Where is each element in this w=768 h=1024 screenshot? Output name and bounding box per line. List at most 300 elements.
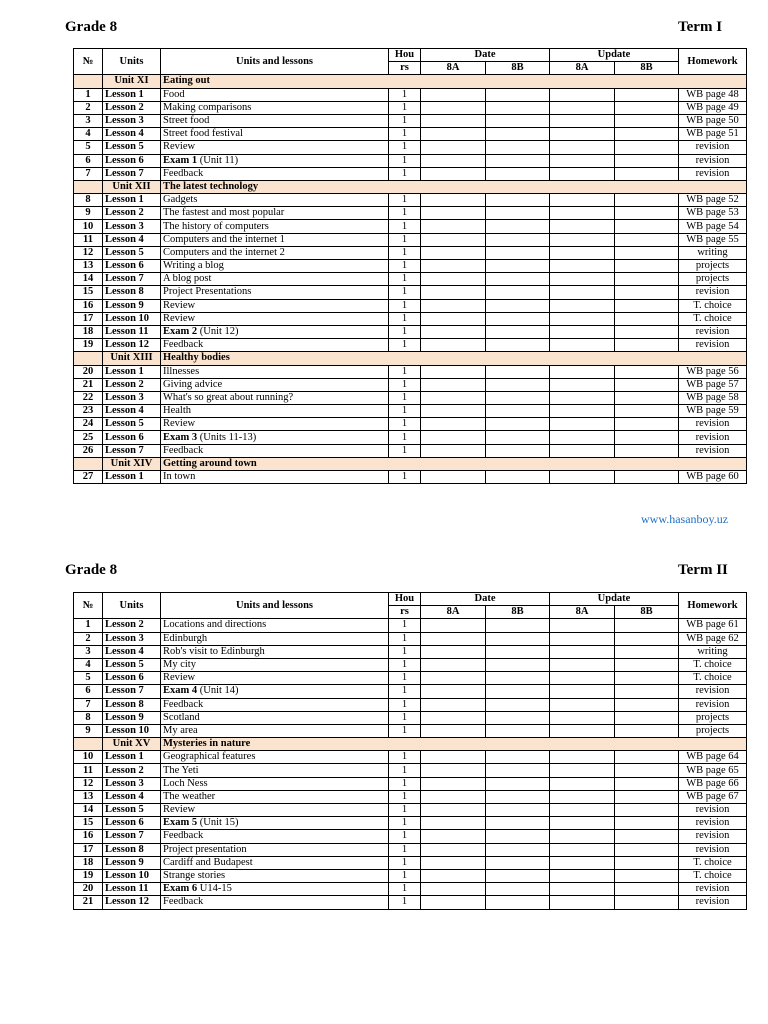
unit-label: Unit XIII: [103, 352, 161, 365]
website-link[interactable]: www.hasanboy.uz: [641, 512, 729, 526]
header-hours-1: Hou: [389, 49, 421, 62]
date-8b-cell[interactable]: [486, 804, 550, 817]
lesson-row: [74, 444, 747, 457]
update-8a-cell[interactable]: [550, 658, 615, 671]
date-8a-cell[interactable]: [421, 685, 486, 698]
date-8a-cell[interactable]: [421, 378, 486, 391]
update-8a-cell[interactable]: [550, 645, 615, 658]
homework-cell: projects: [679, 260, 747, 273]
lesson-row: [74, 869, 747, 882]
update-8a-cell[interactable]: [550, 431, 615, 444]
update-8b-cell[interactable]: [615, 698, 679, 711]
homework-cell: revision: [679, 817, 747, 830]
homework-cell: T. choice: [679, 856, 747, 869]
update-8a-cell[interactable]: [550, 233, 615, 246]
update-8b-cell[interactable]: [615, 365, 679, 378]
lesson-title: Edinburgh: [161, 632, 389, 645]
update-8b-cell[interactable]: [615, 220, 679, 233]
update-8a-cell[interactable]: [550, 444, 615, 457]
update-8b-cell[interactable]: [615, 830, 679, 843]
lesson-row: [74, 790, 747, 803]
date-8b-cell[interactable]: [486, 431, 550, 444]
header-lessons: Units and lessons: [161, 593, 389, 619]
homework-cell: WB page 51: [679, 128, 747, 141]
update-8a-cell[interactable]: [550, 698, 615, 711]
hours-cell: 1: [389, 843, 421, 856]
update-8a-cell[interactable]: [550, 724, 615, 737]
update-8b-cell[interactable]: [615, 233, 679, 246]
date-8b-cell[interactable]: [486, 724, 550, 737]
update-8b-cell[interactable]: [615, 817, 679, 830]
lesson-title: Locations and directions: [161, 619, 389, 632]
update-8a-cell[interactable]: [550, 128, 615, 141]
date-8b-cell[interactable]: [486, 883, 550, 896]
date-8a-cell[interactable]: [421, 405, 486, 418]
update-8b-cell[interactable]: [615, 790, 679, 803]
unit-title: Healthy bodies: [161, 352, 747, 365]
exam-label: Exam 2: [163, 326, 198, 338]
lesson-row: [74, 114, 747, 127]
unit-blank-cell: [74, 180, 103, 193]
update-8b-cell[interactable]: [615, 685, 679, 698]
lesson-label: Lesson 3: [103, 632, 161, 645]
date-8a-cell[interactable]: [421, 804, 486, 817]
update-8b-cell[interactable]: [615, 431, 679, 444]
date-8b-cell[interactable]: [486, 405, 550, 418]
date-8a-cell[interactable]: [421, 391, 486, 404]
update-8b-cell[interactable]: [615, 154, 679, 167]
lesson-title: [161, 817, 389, 830]
date-8b-cell[interactable]: [486, 645, 550, 658]
update-8a-cell[interactable]: [550, 751, 615, 764]
hours-cell: 1: [389, 632, 421, 645]
update-8a-cell[interactable]: [550, 167, 615, 180]
update-8a-cell[interactable]: [550, 378, 615, 391]
date-8b-cell[interactable]: [486, 365, 550, 378]
date-8b-cell[interactable]: [486, 167, 550, 180]
update-8b-cell[interactable]: [615, 711, 679, 724]
lesson-row: [74, 128, 747, 141]
date-8b-cell[interactable]: [486, 207, 550, 220]
date-8a-cell[interactable]: [421, 843, 486, 856]
row-number: 12: [74, 777, 103, 790]
header-update: Update: [550, 593, 679, 606]
lesson-title: Writing a blog: [161, 260, 389, 273]
lesson-label: Lesson 12: [103, 339, 161, 352]
date-8a-cell[interactable]: [421, 764, 486, 777]
date-8b-cell[interactable]: [486, 339, 550, 352]
lesson-title: Street food: [161, 114, 389, 127]
lesson-title: Review: [161, 804, 389, 817]
update-8a-cell[interactable]: [550, 114, 615, 127]
lesson-label: Lesson 2: [103, 101, 161, 114]
update-8b-cell[interactable]: [615, 128, 679, 141]
update-8a-cell[interactable]: [550, 405, 615, 418]
update-8a-cell[interactable]: [550, 843, 615, 856]
lesson-row: [74, 312, 747, 325]
header-date-8a: 8A: [421, 606, 486, 619]
update-8b-cell[interactable]: [615, 869, 679, 882]
update-8a-cell[interactable]: [550, 207, 615, 220]
date-8b-cell[interactable]: [486, 246, 550, 259]
lesson-label: Lesson 1: [103, 365, 161, 378]
update-8b-cell[interactable]: [615, 141, 679, 154]
update-8b-cell[interactable]: [615, 751, 679, 764]
row-number: 6: [74, 154, 103, 167]
update-8a-cell[interactable]: [550, 619, 615, 632]
update-8b-cell[interactable]: [615, 672, 679, 685]
update-8a-cell[interactable]: [550, 672, 615, 685]
lesson-row: [74, 141, 747, 154]
hours-cell: 1: [389, 883, 421, 896]
homework-cell: WB page 64: [679, 751, 747, 764]
update-8b-cell[interactable]: [615, 619, 679, 632]
date-8a-cell[interactable]: [421, 896, 486, 909]
update-8b-cell[interactable]: [615, 843, 679, 856]
date-8b-cell[interactable]: [486, 751, 550, 764]
update-8b-cell[interactable]: [615, 804, 679, 817]
date-8b-cell[interactable]: [486, 444, 550, 457]
header-update-8b: 8B: [615, 606, 679, 619]
date-8b-cell[interactable]: [486, 843, 550, 856]
update-8b-cell[interactable]: [615, 883, 679, 896]
date-8a-cell[interactable]: [421, 141, 486, 154]
update-8b-cell[interactable]: [615, 856, 679, 869]
date-8b-cell[interactable]: [486, 672, 550, 685]
homework-cell: revision: [679, 804, 747, 817]
row-number: 21: [74, 896, 103, 909]
date-8b-cell[interactable]: [486, 632, 550, 645]
lesson-label: Lesson 2: [103, 764, 161, 777]
date-8a-cell[interactable]: [421, 233, 486, 246]
date-8b-cell[interactable]: [486, 856, 550, 869]
date-8b-cell[interactable]: [486, 764, 550, 777]
lesson-title: Loch Ness: [161, 777, 389, 790]
update-8a-cell[interactable]: [550, 883, 615, 896]
date-8a-cell[interactable]: [421, 632, 486, 645]
homework-cell: revision: [679, 431, 747, 444]
date-8b-cell[interactable]: [486, 685, 550, 698]
hours-cell: 1: [389, 154, 421, 167]
row-number: 3: [74, 645, 103, 658]
date-8a-cell[interactable]: [421, 672, 486, 685]
date-8b-cell[interactable]: [486, 790, 550, 803]
update-8b-cell[interactable]: [615, 246, 679, 259]
homework-cell: revision: [679, 896, 747, 909]
date-8b-cell[interactable]: [486, 260, 550, 273]
date-8a-cell[interactable]: [421, 88, 486, 101]
homework-cell: WB page 55: [679, 233, 747, 246]
date-8a-cell[interactable]: [421, 260, 486, 273]
date-8a-cell[interactable]: [421, 207, 486, 220]
date-8b-cell[interactable]: [486, 325, 550, 338]
homework-cell: T. choice: [679, 658, 747, 671]
update-8a-cell[interactable]: [550, 101, 615, 114]
date-8b-cell[interactable]: [486, 114, 550, 127]
lesson-label: Lesson 7: [103, 444, 161, 457]
update-8a-cell[interactable]: [550, 418, 615, 431]
row-number: 6: [74, 685, 103, 698]
update-8a-cell[interactable]: [550, 869, 615, 882]
update-8b-cell[interactable]: [615, 325, 679, 338]
row-number: 1: [74, 619, 103, 632]
update-8a-cell[interactable]: [550, 856, 615, 869]
update-8a-cell[interactable]: [550, 632, 615, 645]
update-8b-cell[interactable]: [615, 101, 679, 114]
date-8b-cell[interactable]: [486, 711, 550, 724]
update-8a-cell[interactable]: [550, 764, 615, 777]
lesson-label: Lesson 9: [103, 711, 161, 724]
lesson-row: [74, 896, 747, 909]
row-number: 18: [74, 856, 103, 869]
date-8b-cell[interactable]: [486, 312, 550, 325]
date-8a-cell[interactable]: [421, 101, 486, 114]
date-8b-cell[interactable]: [486, 869, 550, 882]
date-8a-cell[interactable]: [421, 724, 486, 737]
lesson-label: Lesson 5: [103, 658, 161, 671]
update-8a-cell[interactable]: [550, 804, 615, 817]
hours-cell: 1: [389, 685, 421, 698]
lesson-label: Lesson 11: [103, 883, 161, 896]
date-8b-cell[interactable]: [486, 619, 550, 632]
unit-header-row: [74, 180, 747, 193]
date-8a-cell[interactable]: [421, 444, 486, 457]
header-update-8a: 8A: [550, 606, 615, 619]
update-8b-cell[interactable]: [615, 764, 679, 777]
exam-scope: U14-15: [197, 883, 232, 895]
date-8a-cell[interactable]: [421, 431, 486, 444]
update-8b-cell[interactable]: [615, 378, 679, 391]
homework-cell: T. choice: [679, 869, 747, 882]
date-8a-cell[interactable]: [421, 711, 486, 724]
date-8a-cell[interactable]: [421, 114, 486, 127]
date-8b-cell[interactable]: [486, 273, 550, 286]
date-8b-cell[interactable]: [486, 391, 550, 404]
header-update: Update: [550, 49, 679, 62]
date-8a-cell[interactable]: [421, 619, 486, 632]
update-8a-cell[interactable]: [550, 286, 615, 299]
lesson-row: [74, 378, 747, 391]
lesson-title: Rob's visit to Edinburgh: [161, 645, 389, 658]
hours-cell: 1: [389, 869, 421, 882]
date-8b-cell[interactable]: [486, 141, 550, 154]
lesson-label: Lesson 5: [103, 141, 161, 154]
lesson-title: Review: [161, 141, 389, 154]
homework-cell: T. choice: [679, 672, 747, 685]
lesson-label: Lesson 5: [103, 246, 161, 259]
update-8a-cell[interactable]: [550, 685, 615, 698]
update-8a-cell[interactable]: [550, 777, 615, 790]
update-8a-cell[interactable]: [550, 830, 615, 843]
homework-cell: WB page 54: [679, 220, 747, 233]
date-8b-cell[interactable]: [486, 299, 550, 312]
date-8a-cell[interactable]: [421, 167, 486, 180]
exam-scope: (Unit 14): [197, 685, 239, 697]
date-8a-cell[interactable]: [421, 339, 486, 352]
hours-cell: 1: [389, 299, 421, 312]
update-8a-cell[interactable]: [550, 471, 615, 484]
update-8a-cell[interactable]: [550, 220, 615, 233]
lesson-row: [74, 391, 747, 404]
date-8b-cell[interactable]: [486, 378, 550, 391]
update-8a-cell[interactable]: [550, 141, 615, 154]
date-8b-cell[interactable]: [486, 88, 550, 101]
lesson-title: Feedback: [161, 339, 389, 352]
date-8a-cell[interactable]: [421, 246, 486, 259]
lesson-title: A blog post: [161, 273, 389, 286]
update-8a-cell[interactable]: [550, 312, 615, 325]
lesson-label: Lesson 5: [103, 418, 161, 431]
update-8b-cell[interactable]: [615, 167, 679, 180]
header-lessons: Units and lessons: [161, 49, 389, 75]
update-8b-cell[interactable]: [615, 207, 679, 220]
update-8b-cell[interactable]: [615, 896, 679, 909]
date-8b-cell[interactable]: [486, 194, 550, 207]
lesson-row: [74, 325, 747, 338]
date-8b-cell[interactable]: [486, 233, 550, 246]
date-8a-cell[interactable]: [421, 830, 486, 843]
hours-cell: 1: [389, 405, 421, 418]
date-8a-cell[interactable]: [421, 154, 486, 167]
update-8a-cell[interactable]: [550, 194, 615, 207]
update-8a-cell[interactable]: [550, 154, 615, 167]
date-8b-cell[interactable]: [486, 777, 550, 790]
date-8a-cell[interactable]: [421, 194, 486, 207]
date-8b-cell[interactable]: [486, 698, 550, 711]
date-8b-cell[interactable]: [486, 658, 550, 671]
update-8a-cell[interactable]: [550, 273, 615, 286]
update-8a-cell[interactable]: [550, 365, 615, 378]
date-8a-cell[interactable]: [421, 856, 486, 869]
update-8b-cell[interactable]: [615, 273, 679, 286]
lesson-label: Lesson 1: [103, 471, 161, 484]
date-8a-cell[interactable]: [421, 471, 486, 484]
date-8a-cell[interactable]: [421, 698, 486, 711]
date-8b-cell[interactable]: [486, 817, 550, 830]
update-8b-cell[interactable]: [615, 632, 679, 645]
date-8a-cell[interactable]: [421, 325, 486, 338]
date-8a-cell[interactable]: [421, 365, 486, 378]
hours-cell: 1: [389, 114, 421, 127]
date-8b-cell[interactable]: [486, 154, 550, 167]
update-8b-cell[interactable]: [615, 724, 679, 737]
hours-cell: 1: [389, 724, 421, 737]
lesson-row: [74, 658, 747, 671]
date-8a-cell[interactable]: [421, 418, 486, 431]
homework-cell: WB page 53: [679, 207, 747, 220]
update-8a-cell[interactable]: [550, 817, 615, 830]
update-8a-cell[interactable]: [550, 339, 615, 352]
date-8b-cell[interactable]: [486, 471, 550, 484]
hours-cell: 1: [389, 286, 421, 299]
date-8a-cell[interactable]: [421, 220, 486, 233]
row-number: 7: [74, 698, 103, 711]
update-8a-cell[interactable]: [550, 299, 615, 312]
date-8a-cell[interactable]: [421, 658, 486, 671]
update-8b-cell[interactable]: [615, 645, 679, 658]
lesson-row: [74, 154, 747, 167]
hours-cell: 1: [389, 220, 421, 233]
update-8a-cell[interactable]: [550, 246, 615, 259]
lesson-title: Street food festival: [161, 128, 389, 141]
date-8a-cell[interactable]: [421, 790, 486, 803]
unit-header-row: [74, 457, 747, 470]
homework-cell: projects: [679, 273, 747, 286]
date-8a-cell[interactable]: [421, 817, 486, 830]
date-8a-cell[interactable]: [421, 299, 486, 312]
date-8b-cell[interactable]: [486, 220, 550, 233]
homework-cell: WB page 60: [679, 471, 747, 484]
hours-cell: 1: [389, 856, 421, 869]
lesson-title: In town: [161, 471, 389, 484]
update-8a-cell[interactable]: [550, 88, 615, 101]
update-8b-cell[interactable]: [615, 299, 679, 312]
update-8b-cell[interactable]: [615, 114, 679, 127]
homework-cell: WB page 62: [679, 632, 747, 645]
date-8a-cell[interactable]: [421, 645, 486, 658]
update-8a-cell[interactable]: [550, 896, 615, 909]
lesson-label: Lesson 10: [103, 312, 161, 325]
update-8b-cell[interactable]: [615, 286, 679, 299]
unit-title: Mysteries in nature: [161, 738, 747, 751]
update-8b-cell[interactable]: [615, 391, 679, 404]
update-8b-cell[interactable]: [615, 418, 679, 431]
date-8b-cell[interactable]: [486, 286, 550, 299]
lesson-row: [74, 619, 747, 632]
lesson-title: What's so great about running?: [161, 391, 389, 404]
update-8a-cell[interactable]: [550, 391, 615, 404]
update-8b-cell[interactable]: [615, 777, 679, 790]
homework-cell: revision: [679, 339, 747, 352]
update-8b-cell[interactable]: [615, 339, 679, 352]
date-8a-cell[interactable]: [421, 312, 486, 325]
date-8a-cell[interactable]: [421, 273, 486, 286]
date-8b-cell[interactable]: [486, 830, 550, 843]
update-8b-cell[interactable]: [615, 658, 679, 671]
update-8b-cell[interactable]: [615, 405, 679, 418]
unit-title: Eating out: [161, 75, 747, 88]
update-8b-cell[interactable]: [615, 260, 679, 273]
update-8b-cell[interactable]: [615, 471, 679, 484]
date-8a-cell[interactable]: [421, 286, 486, 299]
date-8b-cell[interactable]: [486, 101, 550, 114]
date-8b-cell[interactable]: [486, 896, 550, 909]
update-8b-cell[interactable]: [615, 194, 679, 207]
lesson-label: Lesson 4: [103, 405, 161, 418]
date-8a-cell[interactable]: [421, 751, 486, 764]
lesson-row: [74, 260, 747, 273]
row-number: 14: [74, 804, 103, 817]
update-8a-cell[interactable]: [550, 260, 615, 273]
date-8a-cell[interactable]: [421, 869, 486, 882]
row-number: 11: [74, 233, 103, 246]
update-8b-cell[interactable]: [615, 444, 679, 457]
hours-cell: 1: [389, 88, 421, 101]
date-8b-cell[interactable]: [486, 418, 550, 431]
row-number: 27: [74, 471, 103, 484]
date-8a-cell[interactable]: [421, 777, 486, 790]
lesson-label: Lesson 3: [103, 114, 161, 127]
update-8b-cell[interactable]: [615, 312, 679, 325]
date-8a-cell[interactable]: [421, 883, 486, 896]
date-8a-cell[interactable]: [421, 128, 486, 141]
update-8a-cell[interactable]: [550, 790, 615, 803]
update-8a-cell[interactable]: [550, 325, 615, 338]
row-number: 23: [74, 405, 103, 418]
date-8b-cell[interactable]: [486, 128, 550, 141]
update-8b-cell[interactable]: [615, 88, 679, 101]
update-8a-cell[interactable]: [550, 711, 615, 724]
